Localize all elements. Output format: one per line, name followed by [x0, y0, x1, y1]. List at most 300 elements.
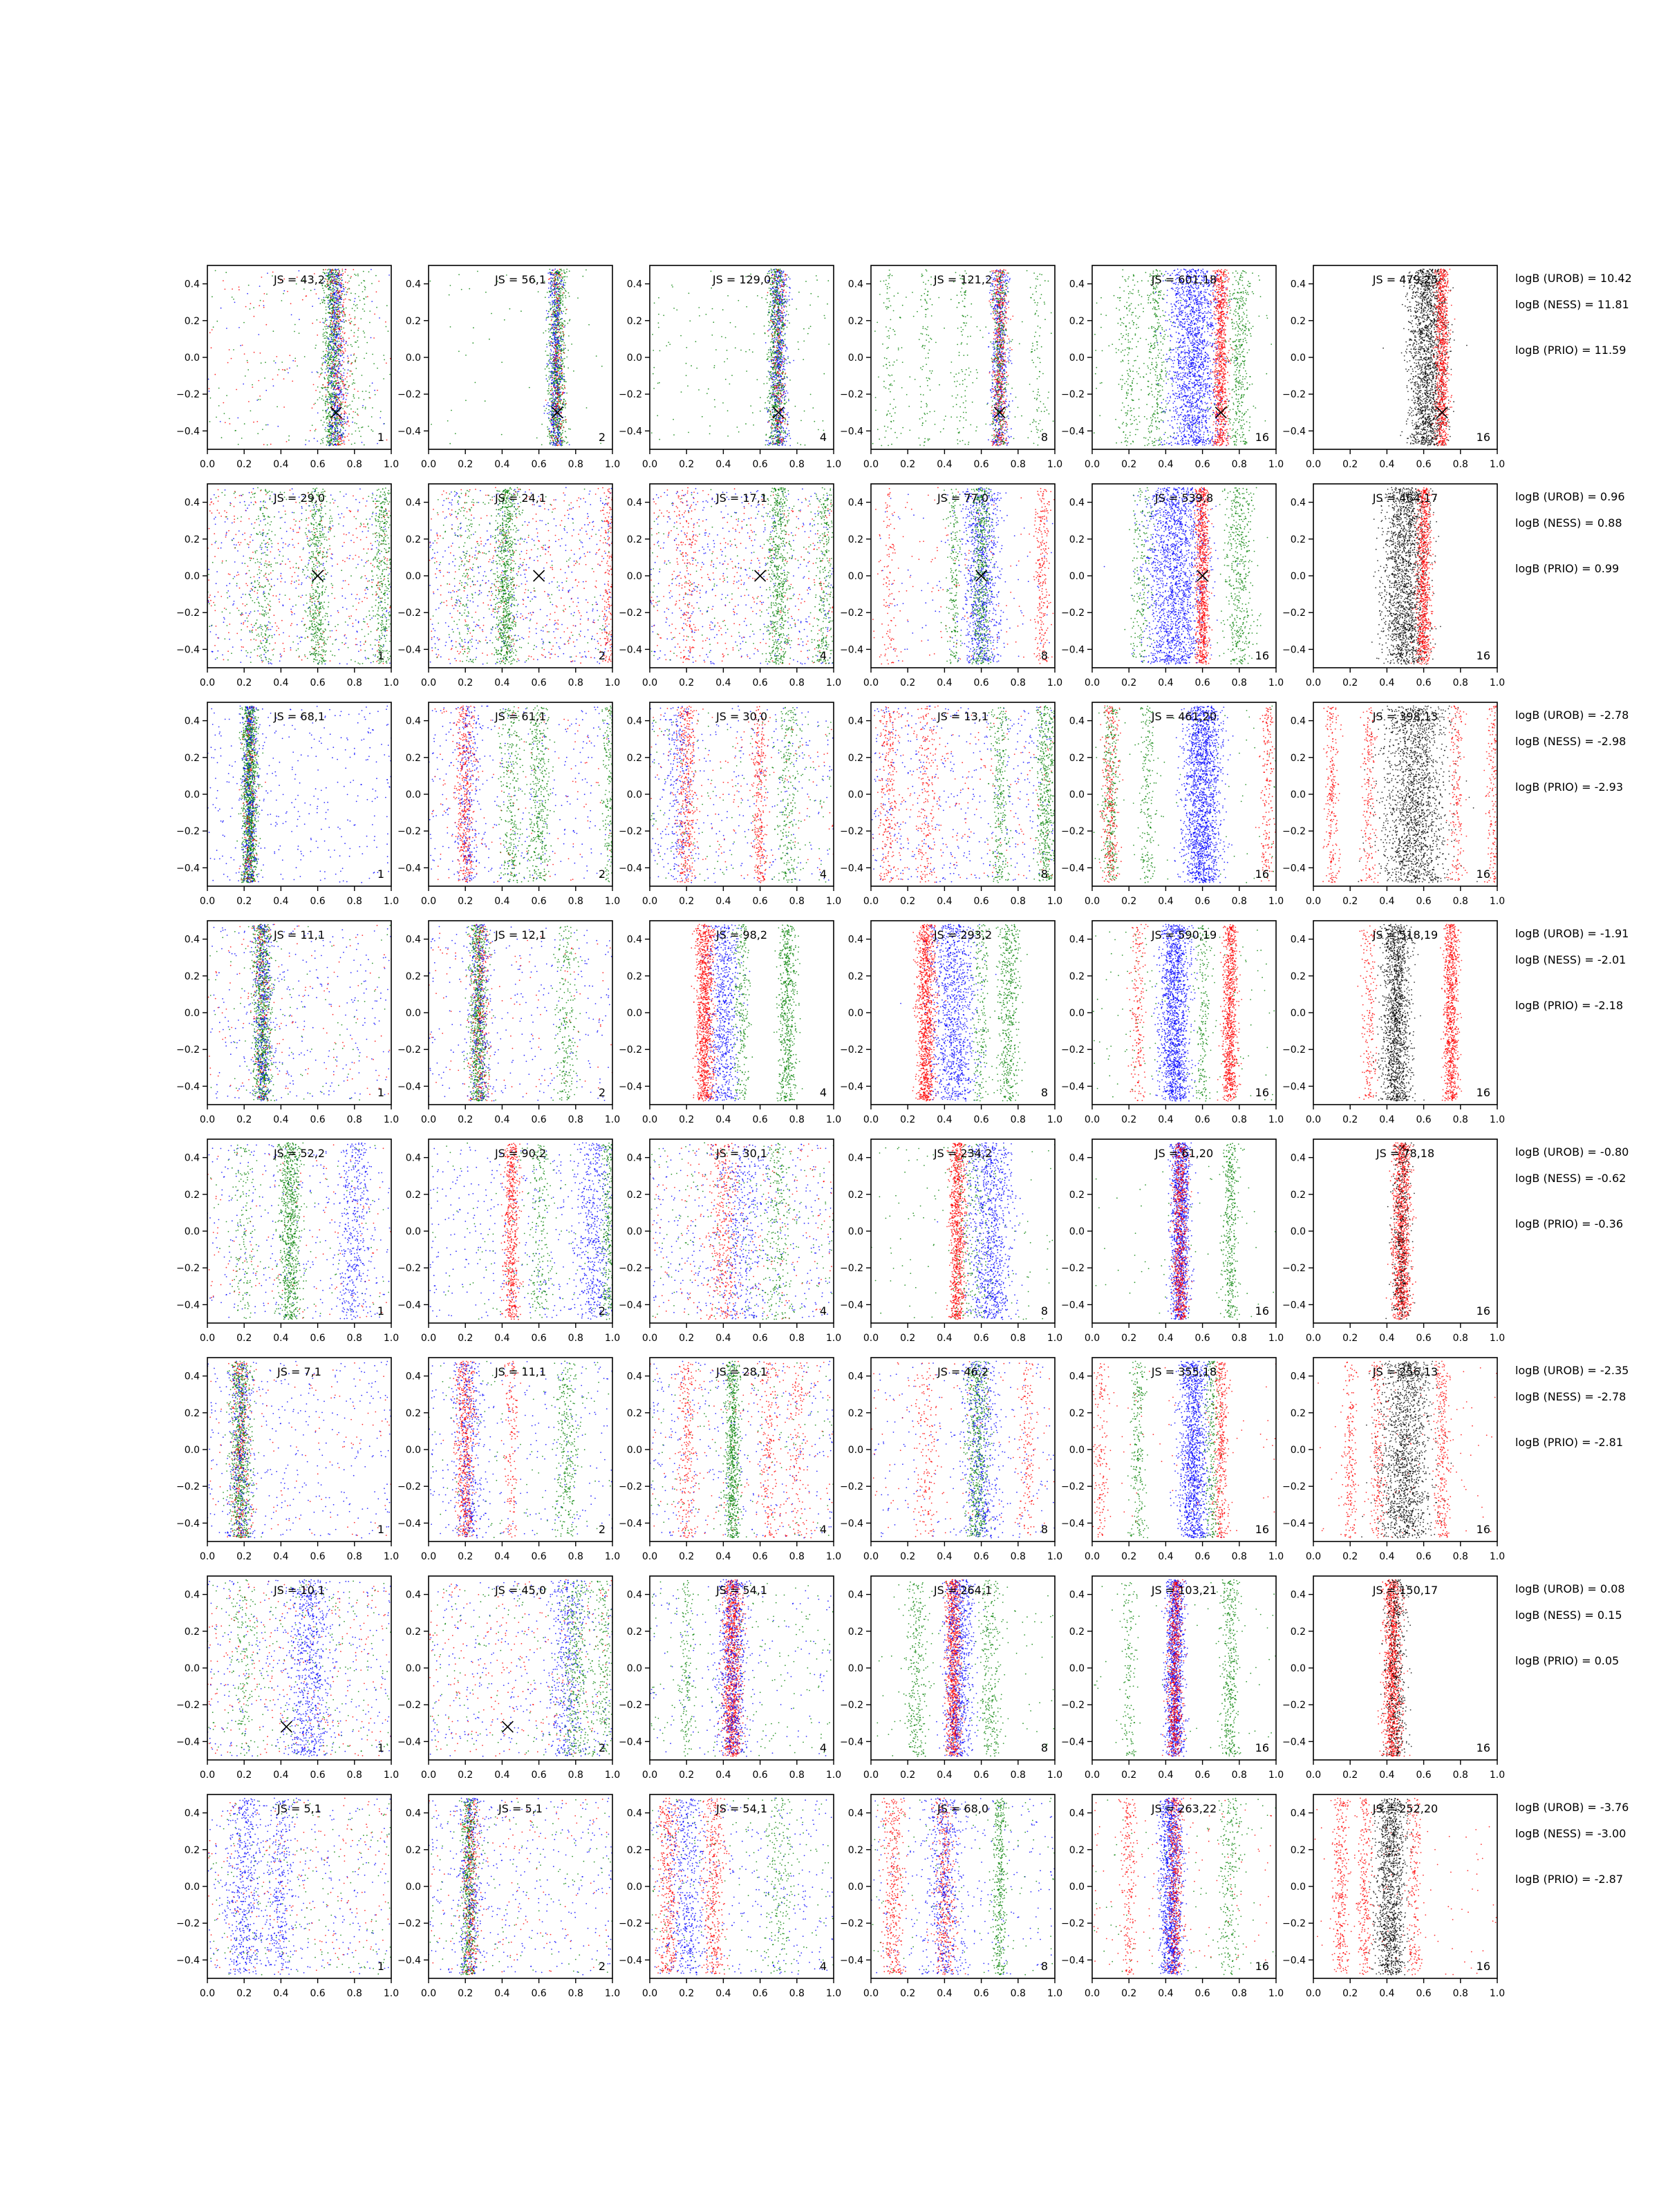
data-point	[554, 297, 556, 298]
data-point	[291, 315, 292, 316]
data-point	[561, 424, 562, 425]
data-point	[551, 401, 552, 402]
data-point	[658, 327, 659, 328]
data-point	[557, 404, 559, 405]
data-point	[341, 375, 343, 377]
data-point	[250, 308, 251, 310]
data-point	[563, 287, 564, 288]
data-point	[561, 435, 562, 436]
data-point	[337, 341, 338, 342]
data-point	[213, 326, 214, 328]
data-point	[768, 349, 769, 350]
data-point	[671, 285, 673, 286]
data-point	[566, 442, 568, 444]
data-point	[560, 292, 561, 294]
data-point	[549, 371, 550, 373]
data-point	[686, 375, 687, 376]
data-point	[256, 421, 258, 422]
data-point	[789, 287, 790, 288]
data-point	[552, 411, 554, 412]
data-point	[568, 350, 569, 351]
data-point	[559, 310, 561, 311]
data-point	[335, 418, 337, 420]
data-point	[773, 341, 774, 342]
data-point	[358, 296, 359, 297]
data-point	[559, 301, 560, 303]
data-point	[369, 397, 371, 399]
data-point	[550, 377, 551, 379]
data-point	[368, 392, 370, 393]
data-point	[550, 398, 551, 400]
x-tick-label: 1.0	[384, 459, 399, 470]
data-point	[550, 286, 552, 288]
data-point	[556, 420, 557, 421]
data-point	[327, 437, 328, 438]
data-point	[552, 377, 553, 379]
data-point	[812, 407, 814, 409]
data-point	[771, 443, 772, 444]
data-point	[337, 300, 339, 301]
data-point	[550, 345, 551, 346]
data-point	[554, 390, 555, 391]
data-point	[769, 417, 771, 418]
data-point	[339, 297, 340, 299]
data-point	[788, 314, 789, 315]
data-point	[556, 353, 558, 355]
data-point	[332, 303, 333, 305]
data-point	[339, 314, 340, 315]
data-point	[778, 346, 780, 348]
data-point	[552, 346, 554, 347]
data-point	[778, 359, 779, 361]
data-point	[559, 276, 560, 278]
data-point	[363, 271, 364, 272]
data-point	[332, 402, 334, 403]
data-point	[329, 368, 330, 370]
data-point	[653, 388, 655, 389]
data-point	[548, 414, 550, 415]
data-point	[326, 412, 327, 413]
data-point	[548, 302, 550, 303]
data-point	[339, 341, 340, 342]
data-point	[561, 324, 562, 326]
data-point	[340, 279, 341, 280]
data-point	[345, 378, 346, 379]
data-point	[330, 443, 332, 444]
data-point	[328, 404, 329, 405]
data-point	[339, 330, 341, 332]
data-point	[332, 363, 333, 364]
data-point	[335, 309, 337, 310]
data-point	[781, 321, 782, 323]
data-point	[324, 387, 325, 388]
data-point	[332, 377, 334, 378]
data-point	[789, 362, 790, 363]
data-point	[557, 294, 559, 295]
data-point	[823, 420, 824, 422]
data-point	[803, 359, 804, 360]
data-point	[339, 333, 341, 335]
data-point	[569, 296, 570, 297]
data-point	[337, 334, 338, 335]
data-point	[273, 330, 274, 332]
data-point	[328, 279, 330, 281]
data-point	[563, 353, 565, 354]
data-point	[332, 309, 334, 310]
data-point	[557, 420, 559, 421]
data-point	[333, 441, 335, 442]
data-point	[561, 375, 563, 376]
data-point	[767, 411, 769, 413]
data-point	[560, 345, 561, 346]
data-point	[562, 376, 563, 377]
data-point	[688, 292, 690, 294]
data-point	[324, 338, 325, 339]
data-point	[357, 337, 359, 338]
data-point	[563, 427, 564, 428]
data-point	[324, 292, 325, 294]
data-point	[545, 297, 546, 298]
data-point	[547, 413, 548, 414]
data-point	[547, 292, 548, 293]
data-point	[547, 363, 548, 364]
data-point	[554, 424, 555, 425]
data-point	[554, 430, 555, 431]
data-point	[334, 440, 335, 441]
data-point	[263, 307, 265, 308]
data-point	[327, 351, 328, 353]
data-point	[221, 308, 222, 309]
data-point	[554, 382, 556, 383]
data-point	[563, 363, 564, 364]
data-point	[558, 329, 559, 330]
data-point	[343, 290, 344, 292]
data-point	[757, 295, 758, 297]
data-point	[238, 327, 240, 328]
data-point	[323, 322, 324, 324]
data-point	[310, 290, 312, 291]
data-point	[555, 274, 556, 276]
data-point	[552, 366, 554, 368]
data-point	[565, 282, 566, 283]
data-point	[362, 391, 364, 392]
data-point	[325, 372, 326, 373]
data-point	[354, 332, 355, 333]
data-point	[556, 389, 558, 391]
data-point	[329, 357, 330, 358]
data-point	[328, 353, 330, 355]
data-point	[326, 389, 328, 391]
data-point	[348, 337, 350, 339]
data-point	[781, 341, 782, 342]
data-point	[335, 425, 337, 427]
data-point	[780, 391, 782, 392]
data-point	[554, 287, 556, 288]
data-point	[352, 308, 353, 309]
data-point	[330, 428, 332, 429]
data-point	[389, 374, 391, 375]
data-point	[335, 276, 337, 277]
data-point	[353, 304, 355, 306]
data-point	[334, 289, 335, 290]
data-point	[565, 297, 567, 299]
data-point	[341, 290, 342, 292]
data-point	[339, 284, 341, 285]
data-point	[386, 305, 388, 306]
data-point	[560, 403, 561, 404]
data-point	[332, 357, 334, 358]
data-point	[551, 423, 552, 424]
data-point	[554, 379, 555, 380]
data-point	[447, 420, 449, 422]
data-point	[356, 423, 357, 424]
data-point	[299, 319, 300, 320]
data-point	[560, 281, 561, 282]
data-point	[563, 339, 564, 340]
data-point	[563, 366, 565, 368]
data-point	[337, 296, 339, 297]
data-point	[550, 309, 551, 310]
data-point	[787, 421, 789, 422]
data-point	[771, 310, 773, 311]
data-point	[332, 270, 334, 271]
data-point	[559, 433, 561, 434]
data-point	[383, 378, 384, 379]
data-point	[773, 391, 774, 392]
data-point	[559, 292, 560, 293]
data-point	[350, 318, 352, 319]
data-point	[326, 368, 327, 370]
data-point	[563, 388, 564, 390]
data-point	[552, 420, 553, 421]
data-point	[355, 368, 357, 369]
data-point	[355, 298, 356, 299]
data-point	[328, 415, 329, 417]
data-point	[547, 402, 549, 404]
data-point	[550, 376, 552, 377]
data-point	[550, 304, 551, 306]
data-point	[319, 321, 321, 323]
data-point	[696, 368, 697, 369]
data-point	[248, 401, 250, 402]
data-point	[331, 355, 332, 356]
data-point	[727, 295, 729, 297]
data-point	[334, 388, 335, 389]
data-point	[562, 305, 563, 306]
data-point	[315, 390, 317, 391]
data-point	[330, 403, 331, 404]
y-tick-label: −0.4	[397, 426, 421, 437]
data-point	[549, 392, 550, 393]
data-point	[780, 301, 782, 303]
data-point	[555, 420, 556, 422]
data-point	[337, 277, 338, 279]
y-tick-label: −0.2	[176, 389, 200, 400]
data-point	[714, 406, 715, 408]
data-point	[789, 299, 790, 301]
data-point	[552, 334, 554, 335]
data-point	[784, 312, 785, 313]
data-point	[335, 395, 336, 397]
data-point	[785, 383, 786, 384]
data-point	[330, 284, 331, 285]
data-point	[782, 428, 784, 429]
data-point	[321, 439, 322, 440]
data-point	[548, 328, 550, 330]
data-point	[666, 345, 667, 346]
data-point	[353, 382, 354, 384]
data-point	[277, 426, 279, 427]
data-point	[346, 413, 347, 414]
data-point	[336, 337, 337, 339]
data-point	[552, 438, 553, 439]
data-point	[783, 271, 785, 272]
data-point	[809, 305, 811, 306]
data-point	[552, 361, 554, 362]
data-point	[735, 347, 736, 348]
data-point	[561, 368, 563, 370]
data-point	[337, 416, 338, 418]
data-point	[333, 286, 335, 288]
data-point	[221, 437, 223, 438]
data-point	[550, 337, 551, 338]
data-point	[340, 376, 341, 377]
data-point	[557, 422, 559, 424]
data-point	[332, 324, 333, 325]
data-point	[328, 402, 329, 404]
data-point	[229, 418, 230, 420]
data-point	[554, 277, 555, 279]
data-point	[325, 359, 326, 361]
data-point	[688, 432, 689, 433]
data-point	[776, 345, 778, 346]
data-point	[765, 342, 767, 344]
data-point	[552, 332, 553, 334]
data-point	[328, 408, 329, 409]
data-point	[216, 321, 218, 322]
data-point	[348, 405, 349, 406]
data-point	[778, 301, 779, 303]
data-point	[332, 313, 333, 315]
data-point	[561, 336, 562, 337]
data-point	[337, 328, 339, 330]
data-point	[333, 306, 335, 307]
data-point	[570, 429, 571, 430]
data-point	[336, 415, 337, 416]
data-point	[339, 359, 340, 360]
data-point	[263, 305, 265, 306]
data-point	[556, 368, 558, 369]
data-point	[314, 289, 315, 290]
data-point	[552, 388, 553, 389]
data-point	[554, 337, 555, 339]
data-point	[364, 289, 366, 290]
data-point	[331, 310, 332, 312]
data-point	[783, 368, 785, 370]
data-point	[329, 306, 330, 307]
data-point	[220, 421, 221, 422]
data-point	[332, 444, 333, 445]
data-point	[560, 391, 561, 393]
data-point	[563, 272, 565, 273]
data-point	[568, 367, 569, 368]
data-point	[292, 360, 294, 362]
data-point	[824, 315, 825, 317]
data-point	[551, 359, 552, 360]
data-point	[335, 340, 336, 341]
data-point	[546, 366, 547, 368]
data-point	[771, 341, 773, 342]
data-point	[331, 348, 332, 349]
data-point	[706, 314, 707, 315]
data-point	[559, 395, 560, 396]
data-point	[344, 362, 345, 363]
data-point	[330, 414, 331, 415]
data-point	[327, 285, 328, 287]
data-point	[554, 306, 556, 308]
data-point	[285, 370, 286, 371]
data-point	[332, 312, 334, 313]
data-point	[555, 343, 556, 344]
data-point	[551, 371, 552, 372]
data-point	[347, 418, 348, 419]
data-point	[562, 402, 563, 404]
data-point	[371, 337, 372, 339]
data-point	[343, 399, 344, 400]
data-point	[545, 330, 547, 332]
data-point	[326, 332, 327, 333]
data-point	[339, 296, 340, 297]
data-point	[340, 302, 341, 303]
data-point	[562, 286, 563, 288]
data-point	[338, 406, 339, 407]
data-point	[332, 382, 333, 383]
data-point	[558, 395, 559, 396]
data-point	[561, 312, 562, 313]
data-point	[557, 444, 559, 446]
data-point	[550, 440, 552, 442]
data-point	[557, 339, 559, 340]
data-point	[339, 420, 341, 421]
data-point	[545, 350, 546, 352]
data-point	[782, 409, 784, 411]
data-point	[556, 376, 557, 377]
data-point	[355, 361, 356, 362]
data-point	[657, 415, 658, 416]
data-point	[769, 328, 771, 330]
data-point	[550, 357, 551, 358]
data-point	[339, 302, 340, 303]
data-point	[559, 310, 560, 312]
data-point	[749, 349, 750, 350]
data-point	[341, 326, 342, 327]
data-point	[337, 387, 339, 388]
data-point	[556, 297, 557, 298]
data-point	[366, 297, 367, 298]
data-point	[323, 351, 324, 353]
data-point	[357, 340, 358, 341]
data-point	[326, 309, 327, 310]
data-point	[698, 307, 700, 308]
data-point	[341, 443, 342, 444]
data-point	[344, 312, 345, 314]
data-point	[320, 443, 321, 444]
data-point	[373, 337, 375, 339]
data-point	[335, 279, 336, 280]
data-point	[536, 438, 538, 439]
data-point	[658, 314, 659, 315]
data-point	[786, 428, 787, 429]
